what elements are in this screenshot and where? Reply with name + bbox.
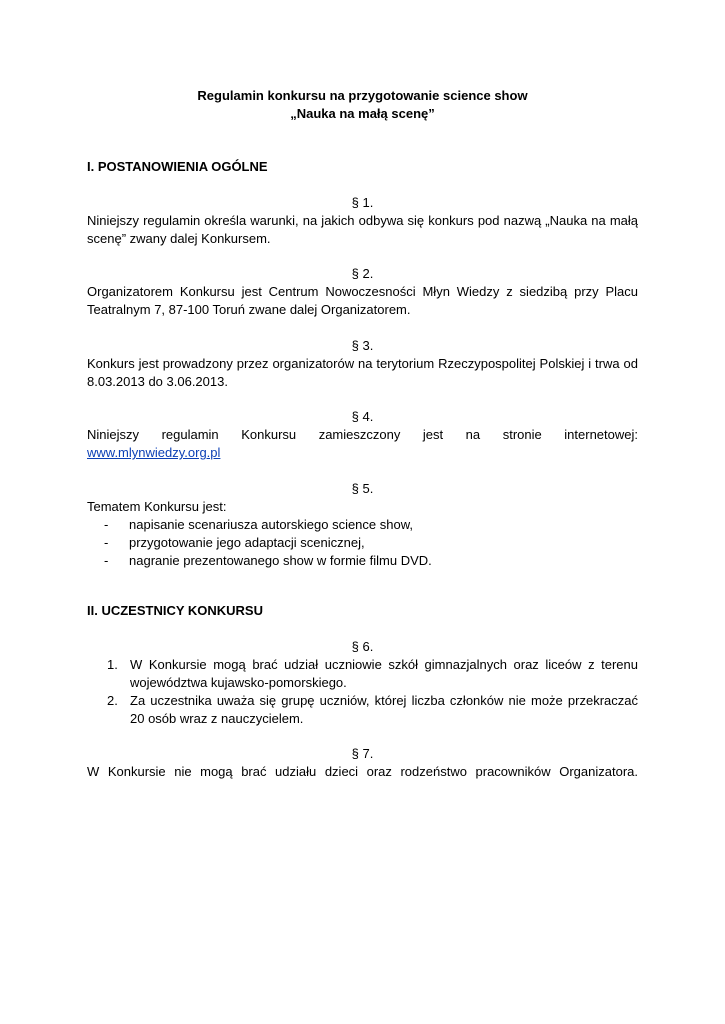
dash-bullet: -	[104, 553, 109, 568]
paragraph-mark-2: § 2.	[351, 266, 374, 281]
list-number: 2.	[107, 693, 118, 708]
website-link[interactable]: www.mlynwiedzy.org.pl	[87, 445, 221, 460]
dash-bullet: -	[104, 535, 109, 550]
list-number: 1.	[107, 657, 118, 672]
paragraph-4-link-line	[87, 444, 638, 462]
list-item-text: nagranie prezentowanego show w formie filmu DVD.	[129, 553, 432, 568]
paragraph-mark-6: § 6.	[351, 639, 374, 654]
section-heading-participants: II. UCZESTNICY KONKURSU	[87, 603, 263, 618]
paragraph-mark-3: § 3.	[351, 338, 374, 353]
paragraph-1-text: Niniejszy regulamin określa warunki, na jakich odbywa się konkurs pod nazwą „Nauka na małą scenę” zwany dalej Konkursem.	[87, 213, 638, 246]
participant-rules-list	[107, 656, 638, 728]
list-item	[107, 656, 638, 692]
list-item	[104, 534, 432, 552]
document-subtitle: „Nauka na małą scenę”	[290, 106, 435, 121]
list-item-text: Za uczestnika uważa się grupę uczniów, której liczba członków nie może przekraczać 20 osób wraz z nauczycielem.	[130, 693, 638, 726]
list-item-text: przygotowanie jego adaptacji scenicznej,	[129, 535, 365, 550]
list-item-text: napisanie scenariusza autorskiego science show,	[129, 517, 414, 532]
section-heading-general: I. POSTANOWIENIA OGÓLNE	[87, 159, 268, 174]
paragraph-mark-1: § 1.	[351, 195, 374, 210]
paragraph-2-text: Organizatorem Konkursu jest Centrum Nowoczesności Młyn Wiedzy z siedzibą przy Placu Teatralnym 7, 87-100 Toruń zwane dalej Organizatorem.	[87, 284, 638, 317]
list-item	[107, 692, 638, 728]
paragraph-4-text: Niniejszy regulamin Konkursu zamieszczony jest na stronie internetowej:	[87, 427, 638, 442]
list-item-text: W Konkursie mogą brać udział uczniowie szkół gimnazjalnych oraz liceów z terenu województwa kujawsko-pomorskiego.	[130, 657, 638, 690]
paragraph-mark-5: § 5.	[351, 481, 374, 496]
list-item	[104, 552, 432, 570]
paragraph-7-text: W Konkursie nie mogą brać udziału dzieci oraz rodzeństwo pracowników Organizatora.	[87, 764, 638, 779]
paragraph-5-intro: Tematem Konkursu jest:	[87, 499, 227, 514]
dash-bullet: -	[104, 517, 109, 532]
paragraph-mark-4: § 4.	[351, 409, 374, 424]
paragraph-mark-7: § 7.	[351, 746, 374, 761]
list-item	[104, 516, 432, 534]
document-title: Regulamin konkursu na przygotowanie science show	[197, 88, 528, 103]
paragraph-3-text: Konkurs jest prowadzony przez organizatorów na terytorium Rzeczypospolitej Polskiej i trwa od 8.03.2013 do 3.06.2013.	[87, 356, 638, 389]
topic-list	[104, 516, 432, 570]
